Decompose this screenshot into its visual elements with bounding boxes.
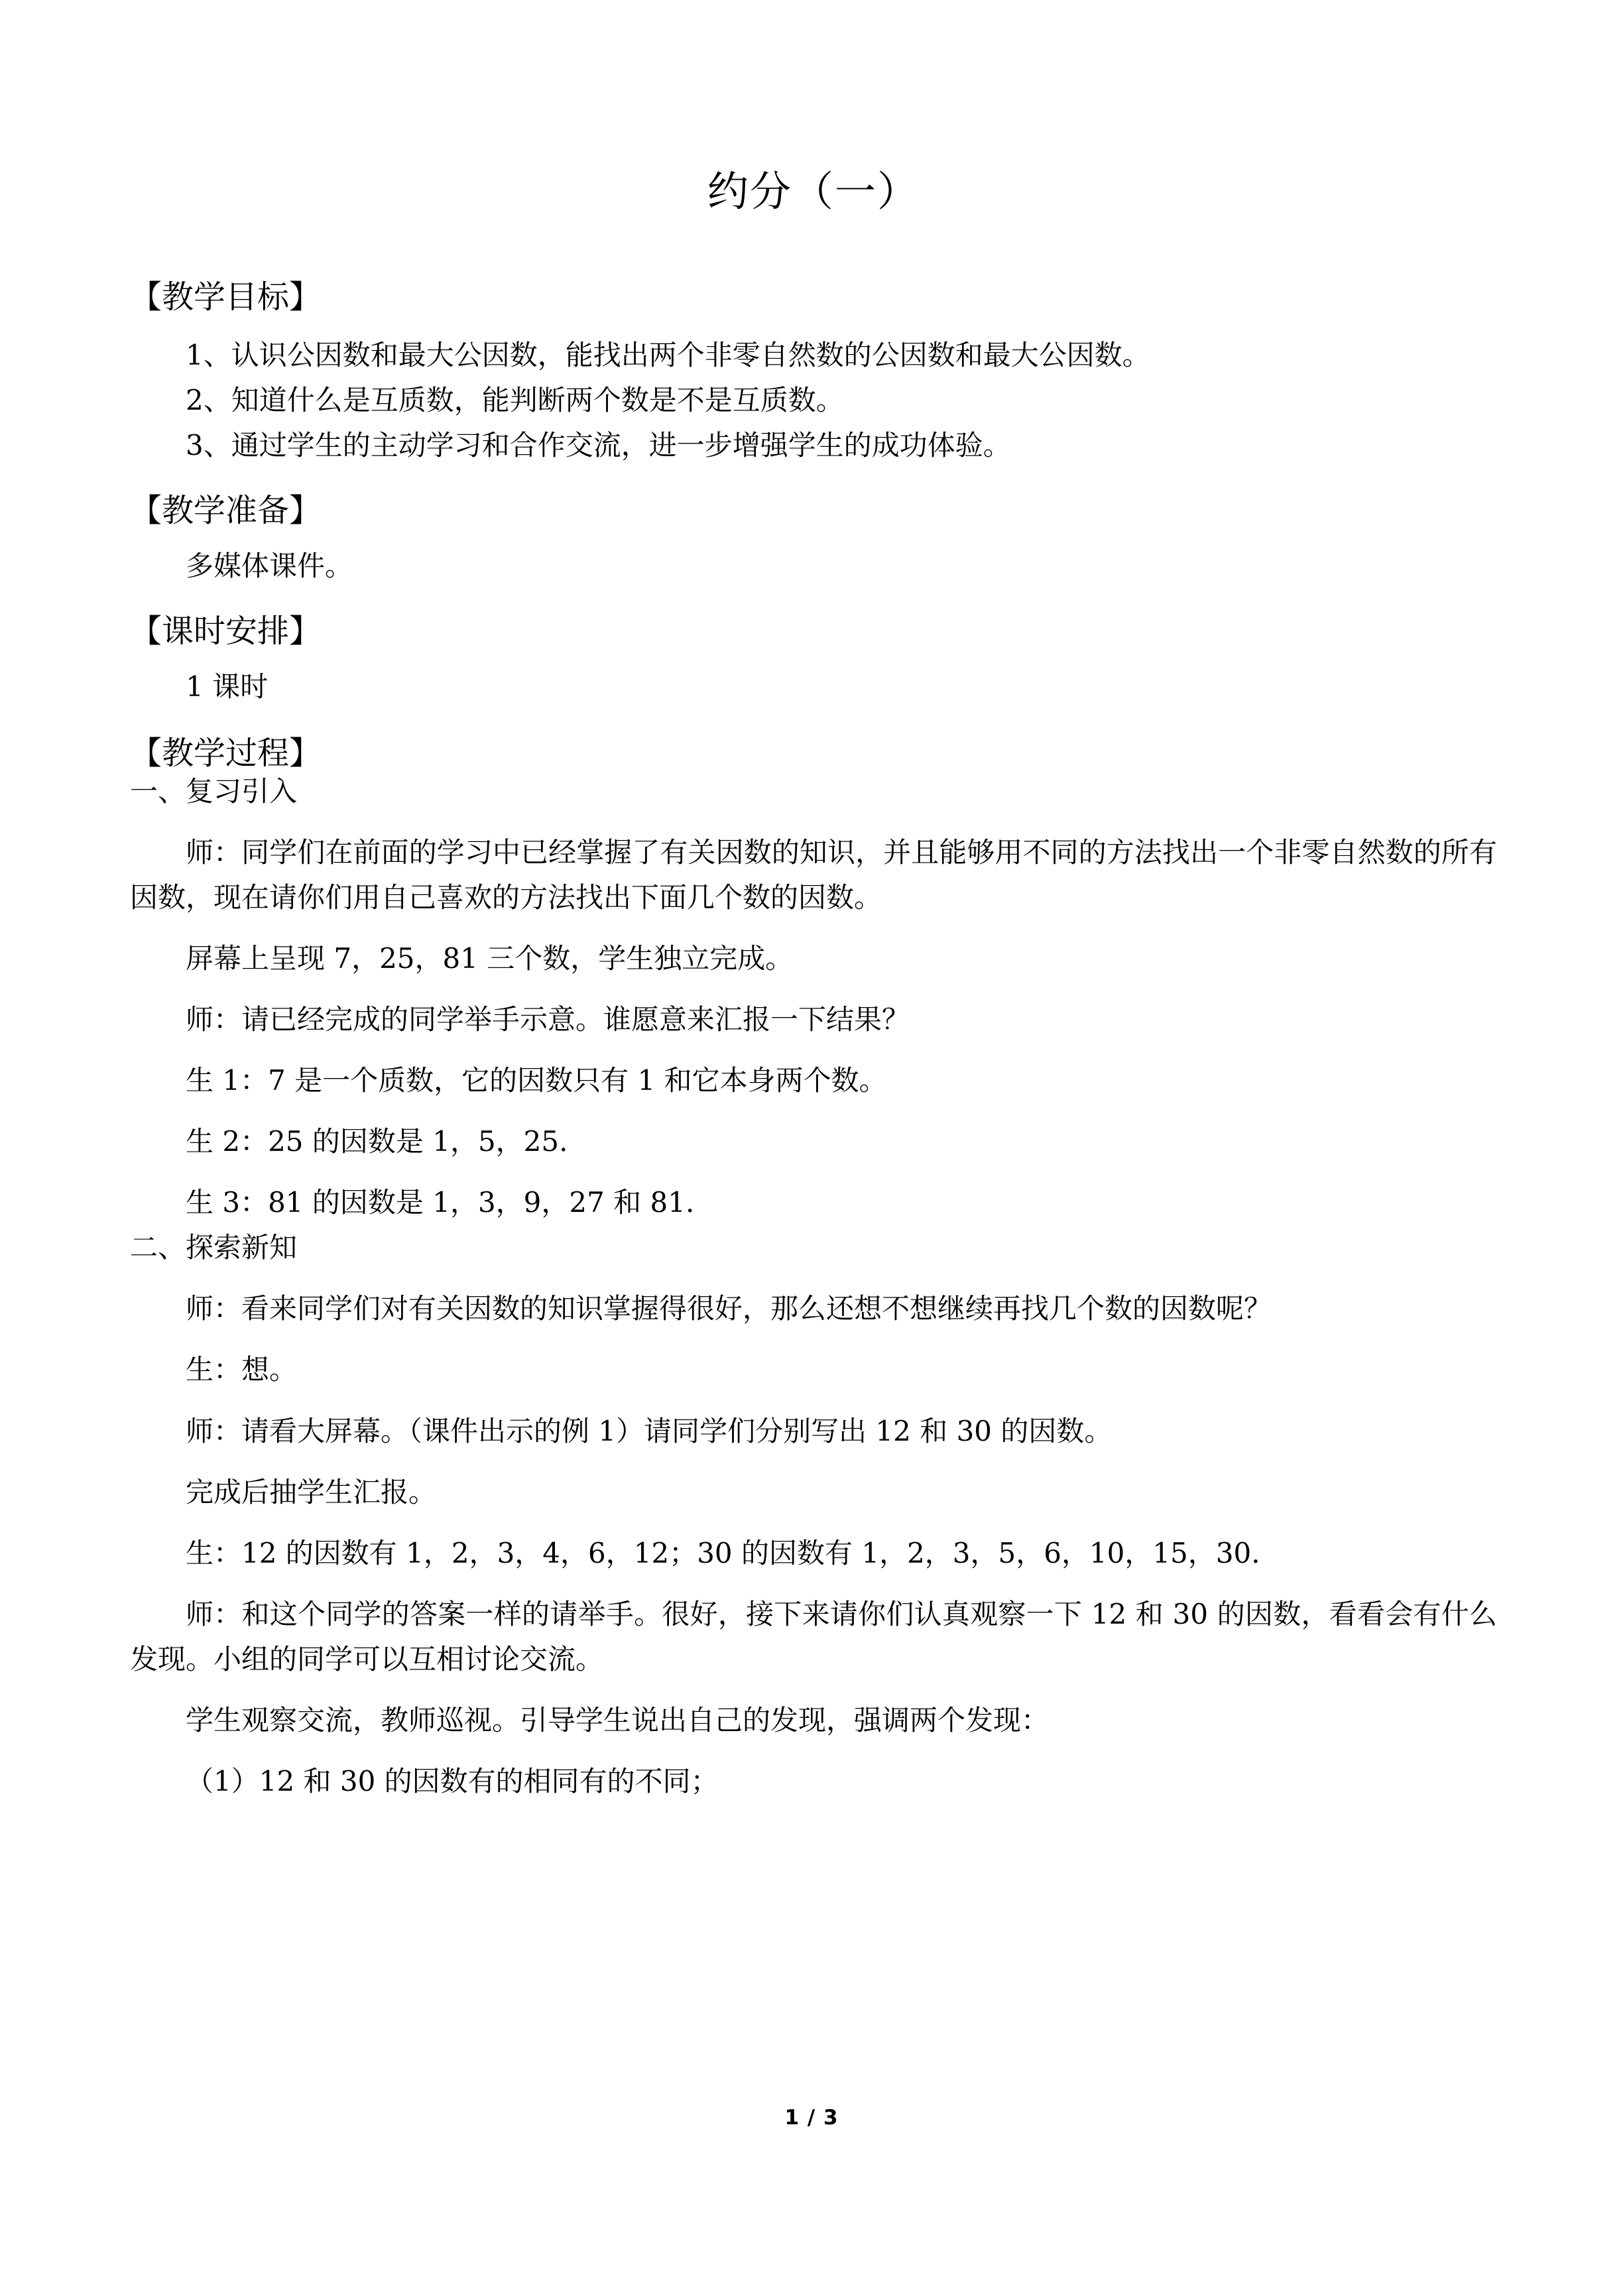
objective-item-3: 3、通过学生的主动学习和合作交流，进一步增强学生的成功体验。 xyxy=(186,429,1011,462)
section-heading-schedule: 【课时安排】 xyxy=(130,613,322,650)
document-content xyxy=(130,0,1497,1804)
paragraph-student-1: 生 1：7 是一个质数，它的因数只有 1 和它本身两个数。 xyxy=(186,1064,887,1097)
paragraph-student-2: 生 2：25 的因数是 1，5，25. xyxy=(186,1125,568,1158)
subsection-heading-explore: 二、探索新知 xyxy=(130,1231,298,1264)
section-heading-process: 【教学过程】 xyxy=(130,735,322,772)
paragraph-observe-guide: 学生观察交流，教师巡视。引导学生说出自己的发现，强调两个发现： xyxy=(186,1703,1050,1736)
paragraph-teacher-review-intro: 师：同学们在前面的学习中已经掌握了有关因数的知识，并且能够用不同的方法找出一个非零自然数的所有因数，现在请你们用自己喜欢的方法找出下面几个数的因数。 xyxy=(130,836,1497,914)
paragraph-student-3: 生 3：81 的因数是 1，3，9，27 和 81. xyxy=(186,1186,695,1219)
paragraph-student-factors-12-30: 生：12 的因数有 1，2，3，4，6，12；30 的因数有 1，2，3，5，6，10，15，30. xyxy=(186,1536,1260,1569)
paragraph-report-after-finish: 完成后抽学生汇报。 xyxy=(186,1475,437,1508)
section-heading-objectives: 【教学目标】 xyxy=(130,278,322,316)
preparation-text: 多媒体课件。 xyxy=(186,550,353,583)
paragraph-student-want: 生：想。 xyxy=(186,1353,298,1386)
schedule-text: 1 课时 xyxy=(186,670,269,703)
paragraph-finding-1: （1）12 和 30 的因数有的相同有的不同； xyxy=(186,1764,719,1797)
paragraph-teacher-ask-report: 师：请已经完成的同学举手示意。谁愿意来汇报一下结果？ xyxy=(186,1003,910,1036)
paragraph-teacher-continue: 师：看来同学们对有关因数的知识掌握得很好，那么还想不想继续再找几个数的因数呢？ xyxy=(186,1292,1272,1325)
subsection-heading-review: 一、复习引入 xyxy=(130,775,298,808)
page-number-footer: 1 / 3 xyxy=(784,2106,839,2130)
paragraph-teacher-example-1: 师：请看大屏幕。（课件出示的例 1）请同学们分别写出 12 和 30 的因数。 xyxy=(186,1414,1112,1447)
paragraph-teacher-observe: 师：和这个同学的答案一样的请举手。很好，接下来请你们认真观察一下 12 和 30 的因数，看看会有什么发现。小组的同学可以互相讨论交流。 xyxy=(130,1597,1497,1675)
objective-item-2: 2、知道什么是互质数，能判断两个数是不是互质数。 xyxy=(186,384,844,417)
paragraph-screen-numbers: 屏幕上呈现 7，25，81 三个数，学生独立完成。 xyxy=(186,942,794,975)
page-title: 约分（一） xyxy=(707,167,920,215)
section-heading-preparation: 【教学准备】 xyxy=(130,492,322,530)
objective-item-1: 1、认识公因数和最大公因数，能找出两个非零自然数的公因数和最大公因数。 xyxy=(186,339,1150,371)
